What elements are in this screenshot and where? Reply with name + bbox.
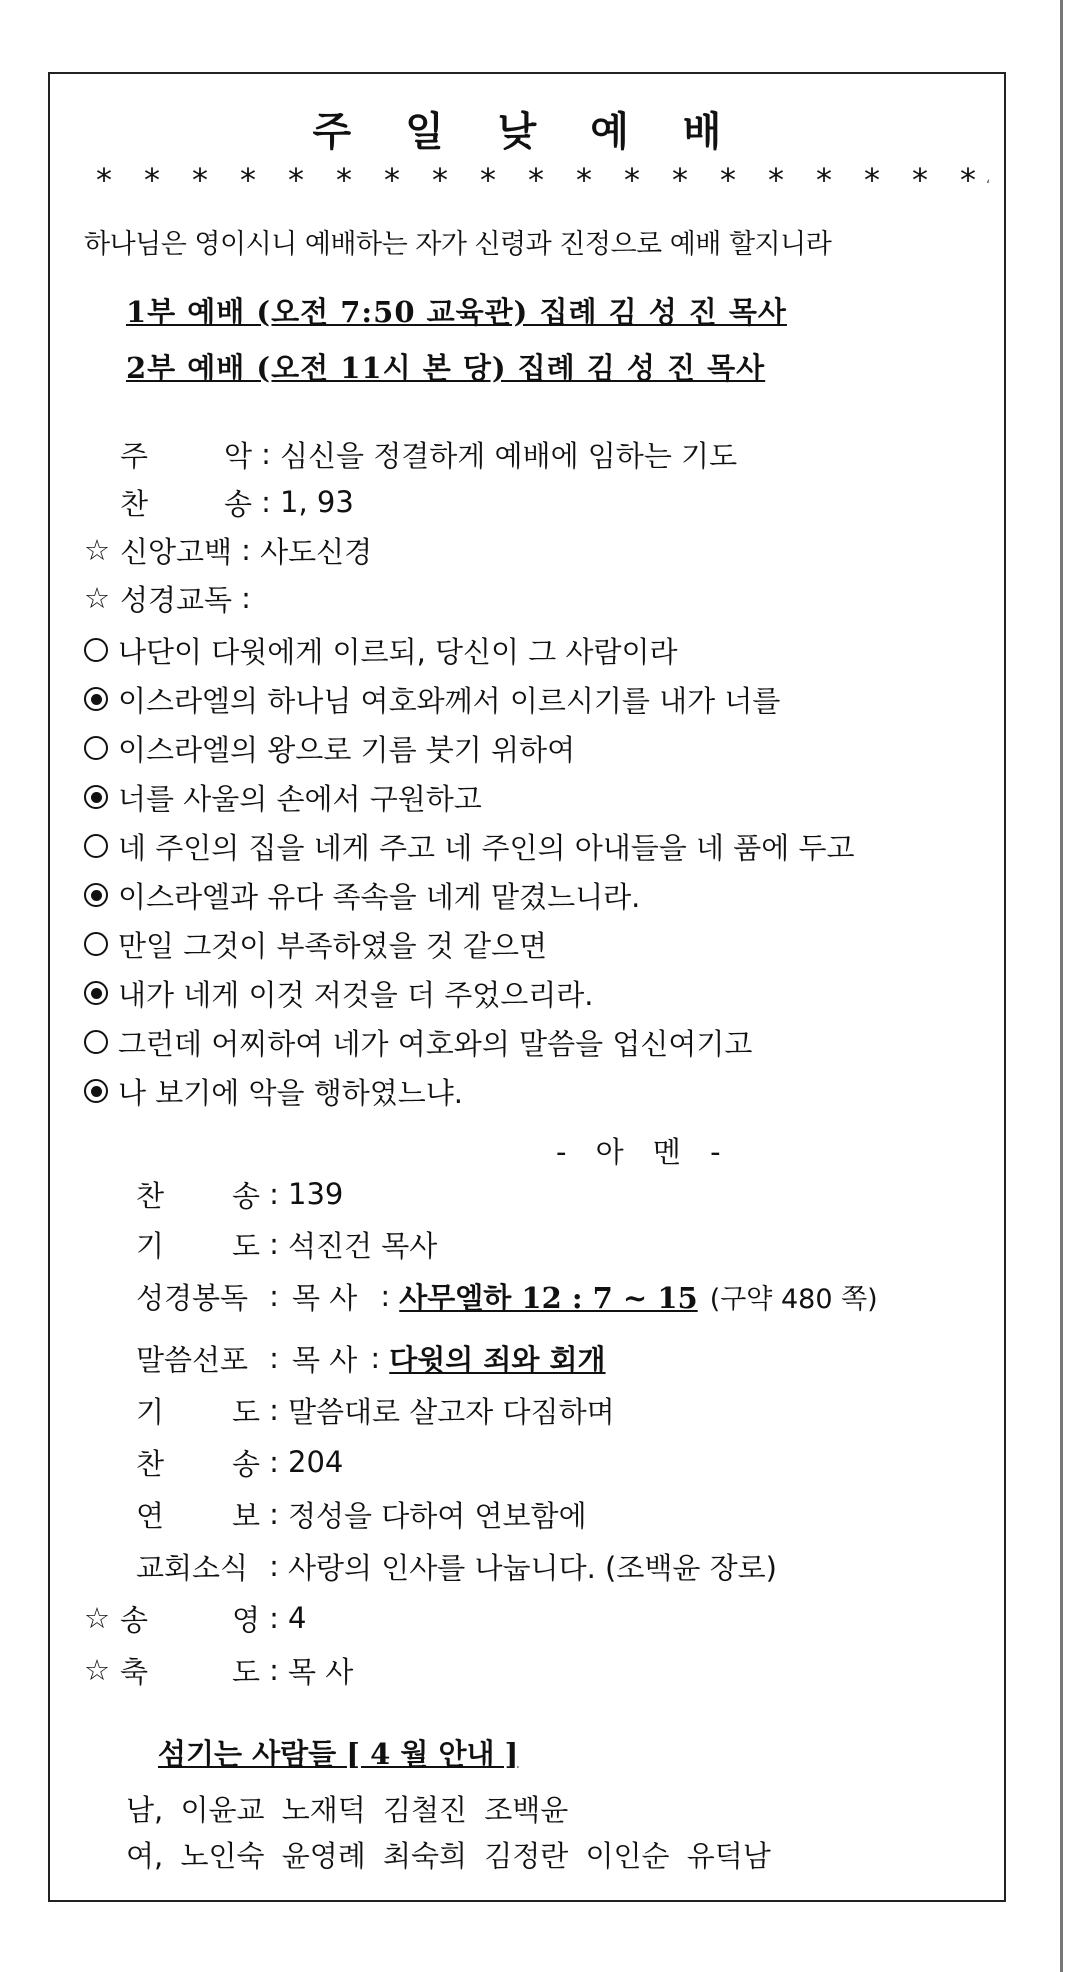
filled-circle-icon bbox=[84, 981, 108, 1005]
order-value: 4 bbox=[288, 1601, 307, 1635]
reading-text: 이스라엘의 하나님 여호와께서 이르시기를 내가 너를 bbox=[118, 683, 781, 718]
page-edge-line bbox=[1060, 0, 1063, 1972]
label-part: 도 bbox=[231, 1228, 260, 1263]
reading-text: 나 보기에 악을 행하였느냐. bbox=[118, 1075, 464, 1110]
order-label bbox=[136, 1174, 260, 1215]
open-circle-icon bbox=[84, 834, 108, 858]
order-hymn-2 bbox=[136, 1174, 343, 1214]
open-circle-icon bbox=[84, 638, 108, 662]
star-glyph: * bbox=[336, 161, 352, 199]
label-part: 주 bbox=[120, 438, 149, 473]
filled-circle-icon bbox=[84, 785, 108, 809]
label-part: 송 bbox=[231, 1178, 260, 1213]
amen-line: - 아 멘 - bbox=[556, 1135, 731, 1169]
colon: : bbox=[269, 1445, 279, 1479]
colon: : bbox=[261, 485, 271, 519]
label-part: 보 bbox=[231, 1498, 260, 1533]
label-part: 송 bbox=[223, 486, 252, 521]
label-part: 송 bbox=[120, 1602, 149, 1637]
order-benediction bbox=[84, 1650, 353, 1690]
open-circle-icon bbox=[84, 932, 108, 956]
order-value: 석진건 목사 bbox=[288, 1228, 438, 1263]
order-prayer bbox=[136, 1224, 437, 1264]
reading-line-leader bbox=[84, 728, 575, 768]
star-glyph: * bbox=[624, 161, 640, 199]
servers-men: 남, 이윤교 노재덕 김철진 조백윤 bbox=[126, 1793, 569, 1827]
colon: : bbox=[269, 1497, 279, 1531]
order-label bbox=[120, 1598, 260, 1639]
reading-line-leader bbox=[84, 1022, 752, 1062]
colon: : bbox=[269, 1341, 279, 1375]
label-part: 찬 bbox=[136, 1178, 165, 1213]
star-glyph: * bbox=[384, 161, 400, 199]
reading-line-congregation bbox=[84, 1071, 463, 1111]
label-part: 기 bbox=[136, 1228, 165, 1263]
reading-line-leader bbox=[84, 924, 547, 964]
star-glyph: * bbox=[672, 161, 688, 199]
reading-text: 그런데 어찌하여 네가 여호와의 말씀을 업신여기고 bbox=[118, 1026, 753, 1061]
star-glyph: * bbox=[432, 161, 448, 199]
servers-heading: 섬기는 사람들 [ 4 월 안내 ] bbox=[158, 1737, 519, 1771]
colon: : bbox=[269, 1177, 279, 1211]
filled-circle-icon bbox=[84, 1079, 108, 1103]
star-glyph: * bbox=[144, 161, 160, 199]
star-glyph: * bbox=[96, 161, 112, 199]
order-prelude bbox=[84, 434, 737, 474]
star-mark: ☆ bbox=[84, 1601, 110, 1635]
star-glyph: * bbox=[768, 161, 784, 199]
reading-line-congregation bbox=[84, 875, 640, 915]
label-part: 찬 bbox=[120, 486, 149, 521]
label-part: 도 bbox=[231, 1394, 260, 1429]
order-label: 성경교독 bbox=[120, 582, 233, 617]
label-part: 악 bbox=[223, 438, 252, 473]
label-part: 기 bbox=[136, 1394, 165, 1429]
label-part: 도 bbox=[231, 1654, 260, 1689]
order-value: 139 bbox=[288, 1177, 344, 1211]
order-scripture-reading bbox=[136, 1276, 878, 1316]
reading-text: 나단이 다윗에게 이르되, 당신이 그 사람이라 bbox=[118, 634, 678, 669]
filled-circle-icon bbox=[84, 687, 108, 711]
reading-line-congregation bbox=[84, 777, 482, 817]
order-value: 정성을 다하여 연보함에 bbox=[288, 1498, 587, 1533]
colon: : bbox=[370, 1341, 381, 1375]
motto-verse: 하나님은 영이시니 예배하는 자가 신령과 진정으로 예배 할지니라 bbox=[84, 229, 832, 260]
star-glyph: * bbox=[816, 161, 832, 199]
order-hymn-opening bbox=[84, 482, 354, 522]
star-mark: ☆ bbox=[84, 1653, 110, 1687]
order-label: 성경봉독 bbox=[136, 1280, 249, 1315]
colon: : bbox=[269, 1279, 279, 1313]
dot-icon bbox=[91, 988, 102, 999]
label-part: 영 bbox=[231, 1602, 260, 1637]
scripture-reference: 사무엘하 12 : 7 ~ 15 bbox=[399, 1280, 698, 1315]
colon: : bbox=[261, 437, 271, 471]
order-prayer-2 bbox=[136, 1390, 615, 1430]
order-value: 사랑의 인사를 나눕니다. (조백윤 장로) bbox=[288, 1550, 777, 1585]
label-part: 찬 bbox=[136, 1446, 165, 1481]
order-label bbox=[136, 1494, 260, 1535]
colon: : bbox=[269, 1601, 279, 1635]
order-value: 목 사 bbox=[288, 1654, 354, 1689]
order-label bbox=[120, 482, 252, 523]
dot-icon bbox=[91, 694, 102, 705]
star-glyph: * bbox=[720, 161, 736, 199]
sermon-title: 다윗의 죄와 회개 bbox=[389, 1342, 606, 1377]
star-glyph: * bbox=[576, 161, 592, 199]
order-value: 사도신경 bbox=[260, 534, 373, 569]
reading-text: 너를 사울의 손에서 구원하고 bbox=[118, 781, 482, 816]
reading-text: 이스라엘의 왕으로 기름 붓기 위하여 bbox=[118, 732, 576, 767]
star-divider bbox=[96, 160, 976, 200]
servers-women: 여, 노인숙 윤영례 최숙희 김정란 이인순 유덕남 bbox=[126, 1839, 771, 1873]
filled-circle-icon bbox=[84, 883, 108, 907]
dot-icon bbox=[91, 792, 102, 803]
order-label bbox=[136, 1390, 260, 1431]
order-hymn-3 bbox=[136, 1442, 343, 1482]
star-glyph: * bbox=[480, 161, 496, 199]
reading-line-congregation bbox=[84, 679, 780, 719]
order-label bbox=[136, 1442, 260, 1483]
scan-speck: ʻ bbox=[986, 178, 991, 194]
open-circle-icon bbox=[84, 736, 108, 760]
star-glyph: * bbox=[240, 161, 256, 199]
service-1: 1부 예배 (오전 7:50 교육관) 집례 김 성 진 목사 bbox=[126, 295, 787, 329]
service-2: 2부 예배 (오전 11시 본 당) 집례 김 성 진 목사 bbox=[126, 351, 766, 385]
preacher: 목 사 bbox=[292, 1342, 358, 1377]
order-doxology bbox=[84, 1598, 306, 1638]
order-label: 교회소식 bbox=[136, 1550, 249, 1585]
colon: : bbox=[241, 533, 251, 567]
star-glyph: * bbox=[960, 161, 976, 199]
reading-text: 내가 네게 이것 저것을 더 주었으리라. bbox=[118, 977, 594, 1012]
star-mark: ☆ bbox=[84, 533, 110, 567]
colon: : bbox=[269, 1227, 279, 1261]
reader: 목 사 bbox=[292, 1280, 358, 1315]
label-part: 축 bbox=[120, 1654, 149, 1689]
order-label: 신앙고백 bbox=[120, 534, 233, 569]
order-sermon bbox=[136, 1338, 606, 1378]
reading-line-leader bbox=[84, 826, 855, 866]
order-value: 심신을 정결하게 예배에 임하는 기도 bbox=[280, 438, 738, 473]
order-value: 1, 93 bbox=[280, 485, 354, 519]
label-part: 송 bbox=[231, 1446, 260, 1481]
order-label: 말씀선포 bbox=[136, 1342, 249, 1377]
star-mark: ☆ bbox=[84, 581, 110, 615]
dot-icon bbox=[91, 890, 102, 901]
reading-line-congregation bbox=[84, 973, 594, 1013]
order-reading-responsive bbox=[84, 578, 260, 618]
reading-line-leader bbox=[84, 630, 678, 670]
reading-text: 이스라엘과 유다 족속을 네게 맡겼느니라. bbox=[118, 879, 641, 914]
order-label bbox=[136, 1224, 260, 1265]
colon: : bbox=[269, 1549, 279, 1583]
colon: : bbox=[269, 1393, 279, 1427]
label-part: 연 bbox=[136, 1498, 165, 1533]
reading-text: 네 주인의 집을 네게 주고 네 주인의 아내들을 네 품에 두고 bbox=[118, 830, 855, 865]
star-glyph: * bbox=[288, 161, 304, 199]
reading-text: 만일 그것이 부족하였을 것 같으면 bbox=[118, 928, 548, 963]
page-title: 주 일 낮 예 배 bbox=[312, 108, 742, 155]
star-glyph: * bbox=[912, 161, 928, 199]
order-label bbox=[120, 434, 252, 475]
order-label bbox=[120, 1650, 260, 1691]
colon: : bbox=[380, 1279, 391, 1313]
star-glyph: * bbox=[528, 161, 544, 199]
order-church-news bbox=[136, 1546, 777, 1586]
order-offering bbox=[136, 1494, 587, 1534]
star-glyph: * bbox=[864, 161, 880, 199]
dot-icon bbox=[91, 1086, 102, 1097]
order-creed bbox=[84, 530, 372, 570]
open-circle-icon bbox=[84, 1030, 108, 1054]
order-value: 말씀대로 살고자 다짐하며 bbox=[288, 1394, 615, 1429]
order-value: 204 bbox=[288, 1445, 344, 1479]
star-glyph: * bbox=[192, 161, 208, 199]
scripture-page: (구약 480 쪽) bbox=[709, 1283, 878, 1315]
colon: : bbox=[269, 1653, 279, 1687]
colon: : bbox=[241, 581, 251, 615]
